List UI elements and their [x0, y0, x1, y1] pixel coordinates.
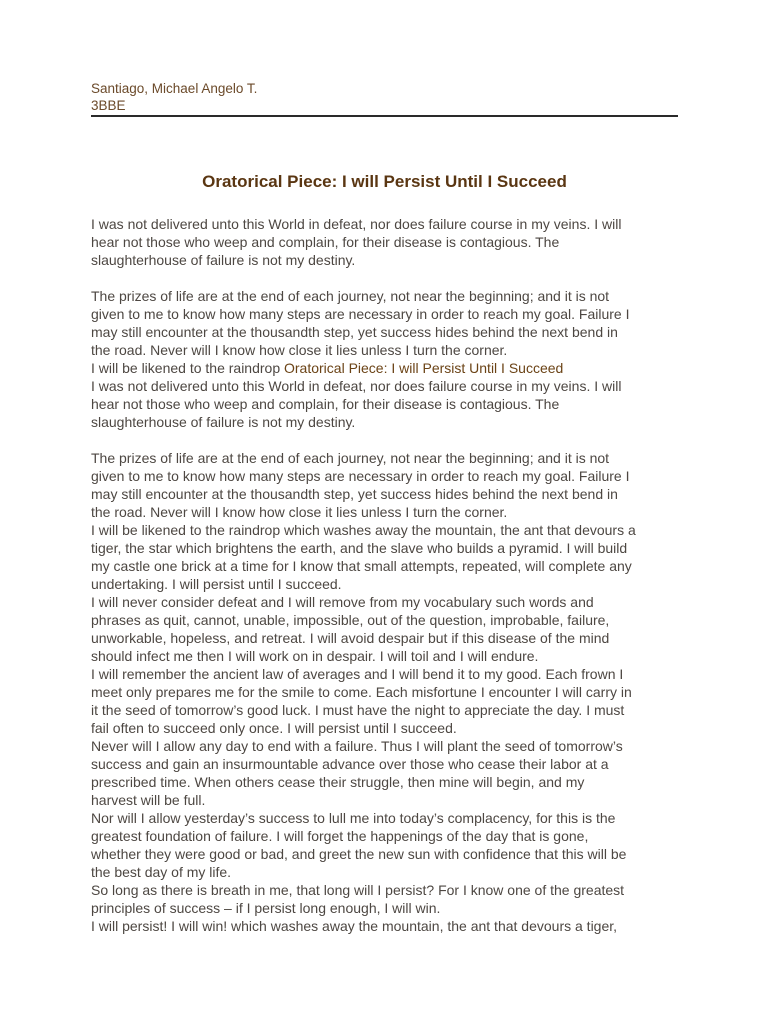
text-line: fail often to succeed only once. I will persist until I succeed.: [91, 720, 457, 736]
text-line: should infect me then I will work on in despair. I will toil and I will endure.: [91, 648, 539, 664]
highlighted-title-segment: Oratorical Piece: I will Persist Until I Succeed: [284, 360, 564, 376]
text-line: it the seed of tomorrow’s good luck. I must have the night to appreciate the day. I must: [91, 702, 625, 718]
text-line: I will remember the ancient law of averages and I will bend it to my good. Each frown I: [91, 666, 624, 682]
text-line: may still encounter at the thousandth step, yet success hides behind the next bend in: [91, 324, 618, 340]
header-divider: [91, 115, 678, 117]
text-line: slaughterhouse of failure is not my destiny.: [91, 414, 356, 430]
text-line: I will be likened to the raindrop which washes away the mountain, the ant that devours a: [91, 522, 636, 538]
text-line: unworkable, hopeless, and retreat. I will avoid despair but if this disease of the mind: [91, 630, 610, 646]
author-name: Santiago, Michael Angelo T.: [91, 81, 258, 96]
text-line: hear not those who weep and complain, for their disease is contagious. The: [91, 234, 560, 250]
text-line: hear not those who weep and complain, for their disease is contagious. The: [91, 396, 560, 412]
text-line: given to me to know how many steps are necessary in order to reach my goal. Failure I: [91, 468, 630, 484]
text-line: I will persist! I will win! which washes away the mountain, the ant that devours a tiger,: [91, 918, 618, 934]
text-line: given to me to know how many steps are necessary in order to reach my goal. Failure I: [91, 306, 630, 322]
text-line: whether they were good or bad, and greet the new sun with confidence that this will be: [91, 846, 627, 862]
text-line: my castle one brick at a time for I know that small attempts, repeated, will complete any: [91, 558, 632, 574]
text-line: may still encounter at the thousandth step, yet success hides behind the next bend in: [91, 486, 618, 502]
text-line: Nor will I allow yesterday’s success to lull me into today’s complacency, for this is the: [91, 810, 616, 826]
text-line: meet only prepares me for the smile to come. Each misfortune I encounter I will carry in: [91, 684, 632, 700]
text-line: harvest will be full.: [91, 792, 206, 808]
paragraph-gap: [91, 431, 681, 449]
text-line-mixed: [91, 359, 681, 377]
text-line: So long as there is breath in me, that long will I persist? For I know one of the greatest: [91, 882, 625, 898]
text-line: the road. Never will I know how close it lies unless I turn the corner.: [91, 342, 508, 358]
text-line: The prizes of life are at the end of each journey, not near the beginning; and it is not: [91, 450, 610, 466]
class-section: 3BBE: [91, 98, 126, 113]
text-line: I was not delivered unto this World in defeat, nor does failure course in my veins. I will: [91, 378, 622, 394]
text-line: prescribed time. When others cease their struggle, then mine will begin, and my: [91, 774, 585, 790]
text-line: phrases as quit, cannot, unable, impossible, out of the question, improbable, failure,: [91, 612, 610, 628]
text-line: The prizes of life are at the end of each journey, not near the beginning; and it is not: [91, 288, 610, 304]
text-segment: I will be likened to the raindrop: [91, 360, 284, 376]
text-line: the road. Never will I know how close it lies unless I turn the corner.: [91, 504, 508, 520]
text-line: success and gain an insurmountable advance over those who cease their labor at a: [91, 756, 609, 772]
text-line: Never will I allow any day to end with a failure. Thus I will plant the seed of tomorrow’s: [91, 738, 623, 754]
text-line: I was not delivered unto this World in defeat, nor does failure course in my veins. I will: [91, 216, 622, 232]
text-line: tiger, the star which brightens the earth, and the slave who builds a pyramid. I will build: [91, 540, 628, 556]
text-line: principles of success – if I persist long enough, I will win.: [91, 900, 441, 916]
document-header: [91, 80, 257, 114]
text-line: slaughterhouse of failure is not my destiny.: [91, 252, 356, 268]
text-line: greatest foundation of failure. I will forget the happenings of the day that is gone,: [91, 828, 589, 844]
paragraph-gap: [91, 269, 681, 287]
text-line: the best day of my life.: [91, 864, 232, 880]
document-title: Oratorical Piece: I will Persist Until I Succeed: [202, 172, 567, 191]
document-body: [91, 215, 681, 935]
text-line: undertaking. I will persist until I succeed.: [91, 576, 342, 592]
text-line: I will never consider defeat and I will remove from my vocabulary such words and: [91, 594, 594, 610]
